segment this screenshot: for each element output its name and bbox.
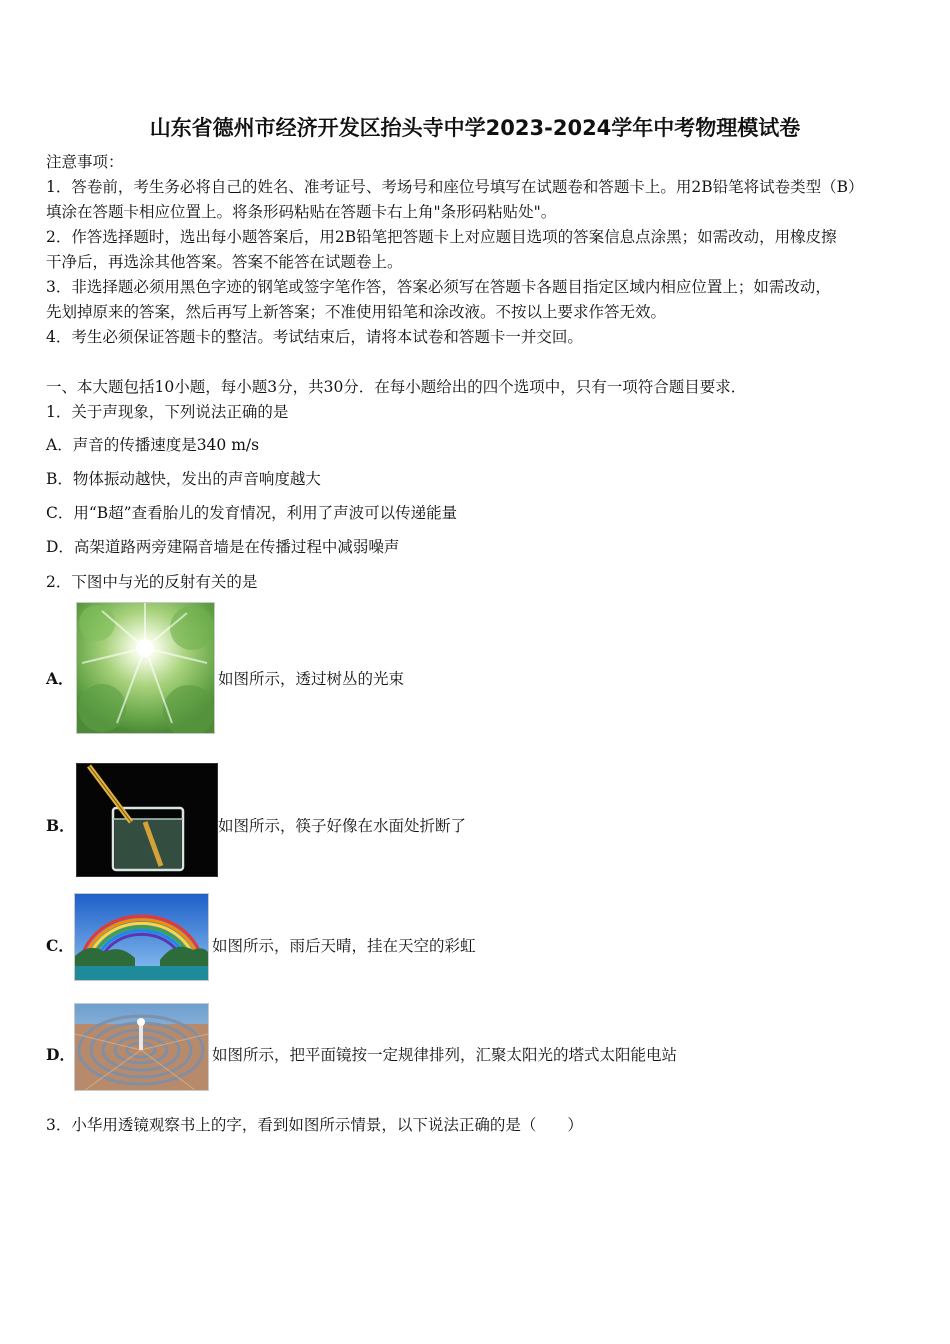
notice-line: 4．考生必须保证答题卡的整洁。考试结束后，请将本试卷和答题卡一并交回。	[46, 328, 583, 346]
q1-option-a: A．声音的传播速度是340 m/s	[46, 436, 260, 454]
forest-light-image	[76, 602, 215, 734]
q3-stem: 3．小华用透镜观察书上的字，看到如图所示情景，以下说法正确的是（ ）	[46, 1116, 583, 1134]
q2-option-a-caption: 如图所示，透过树丛的光束	[218, 670, 405, 688]
exam-title: 山东省德州市经济开发区抬头寺中学2023-2024学年中考物理模试卷	[149, 116, 801, 140]
q1-option-b: B．物体振动越快，发出的声音响度越大	[46, 470, 321, 488]
notice-heading: 注意事项：	[46, 153, 124, 171]
q2-stem: 2．下图中与光的反射有关的是	[46, 573, 258, 591]
chopstick-in-water-image	[76, 763, 218, 877]
section-heading: 一、本大题包括10小题，每小题3分，共30分．在每小题给出的四个选项中，只有一项符合题目要求．	[46, 378, 747, 396]
q1-option-d: D．高架道路两旁建隔音墙是在传播过程中减弱噪声	[46, 538, 400, 556]
q2-option-b-caption: 如图所示，筷子好像在水面处折断了	[218, 817, 467, 835]
notice-line: 干净后，再选涂其他答案。答案不能答在试题卷上。	[46, 253, 403, 271]
notice-line: 1．答卷前，考生务必将自己的姓名、准考证号、考场号和座位号填写在试题卷和答题卡上。用2B铅笔将试卷类型（B）	[46, 178, 864, 196]
q2-option-a-label: A．	[46, 669, 74, 688]
q2-option-b-label: B．	[46, 816, 75, 835]
q2-option-c-label: C．	[46, 936, 74, 955]
q1-stem: 1．关于声现象，下列说法正确的是	[46, 403, 289, 421]
solar-tower-image	[74, 1003, 209, 1091]
notice-line: 先划掉原来的答案，然后再写上新答案；不准使用铅笔和涂改液。不按以上要求作答无效。	[46, 303, 667, 321]
q2-option-d-label: D．	[46, 1045, 75, 1064]
rainbow-image	[74, 893, 209, 981]
notice-line: 2．作答选择题时，选出每小题答案后，用2B铅笔把答题卡上对应题目选项的答案信息点涂黑；如需改动，用橡皮擦	[46, 228, 837, 246]
notice-line: 填涂在答题卡相应位置上。将条形码粘贴在答题卡右上角"条形码粘贴处"。	[46, 203, 557, 221]
q1-option-c: C．用“B超”查看胎儿的发育情况，利用了声波可以传递能量	[46, 504, 458, 522]
q2-option-c-caption: 如图所示，雨后天晴，挂在天空的彩虹	[212, 937, 476, 955]
q2-option-d-caption: 如图所示，把平面镜按一定规律排列，汇聚太阳光的塔式太阳能电站	[212, 1046, 678, 1064]
notice-line: 3．非选择题必须用黑色字迹的钢笔或签字笔作答，答案必须写在答题卡各题目指定区域内相应位置上；如需改动，	[46, 278, 831, 296]
